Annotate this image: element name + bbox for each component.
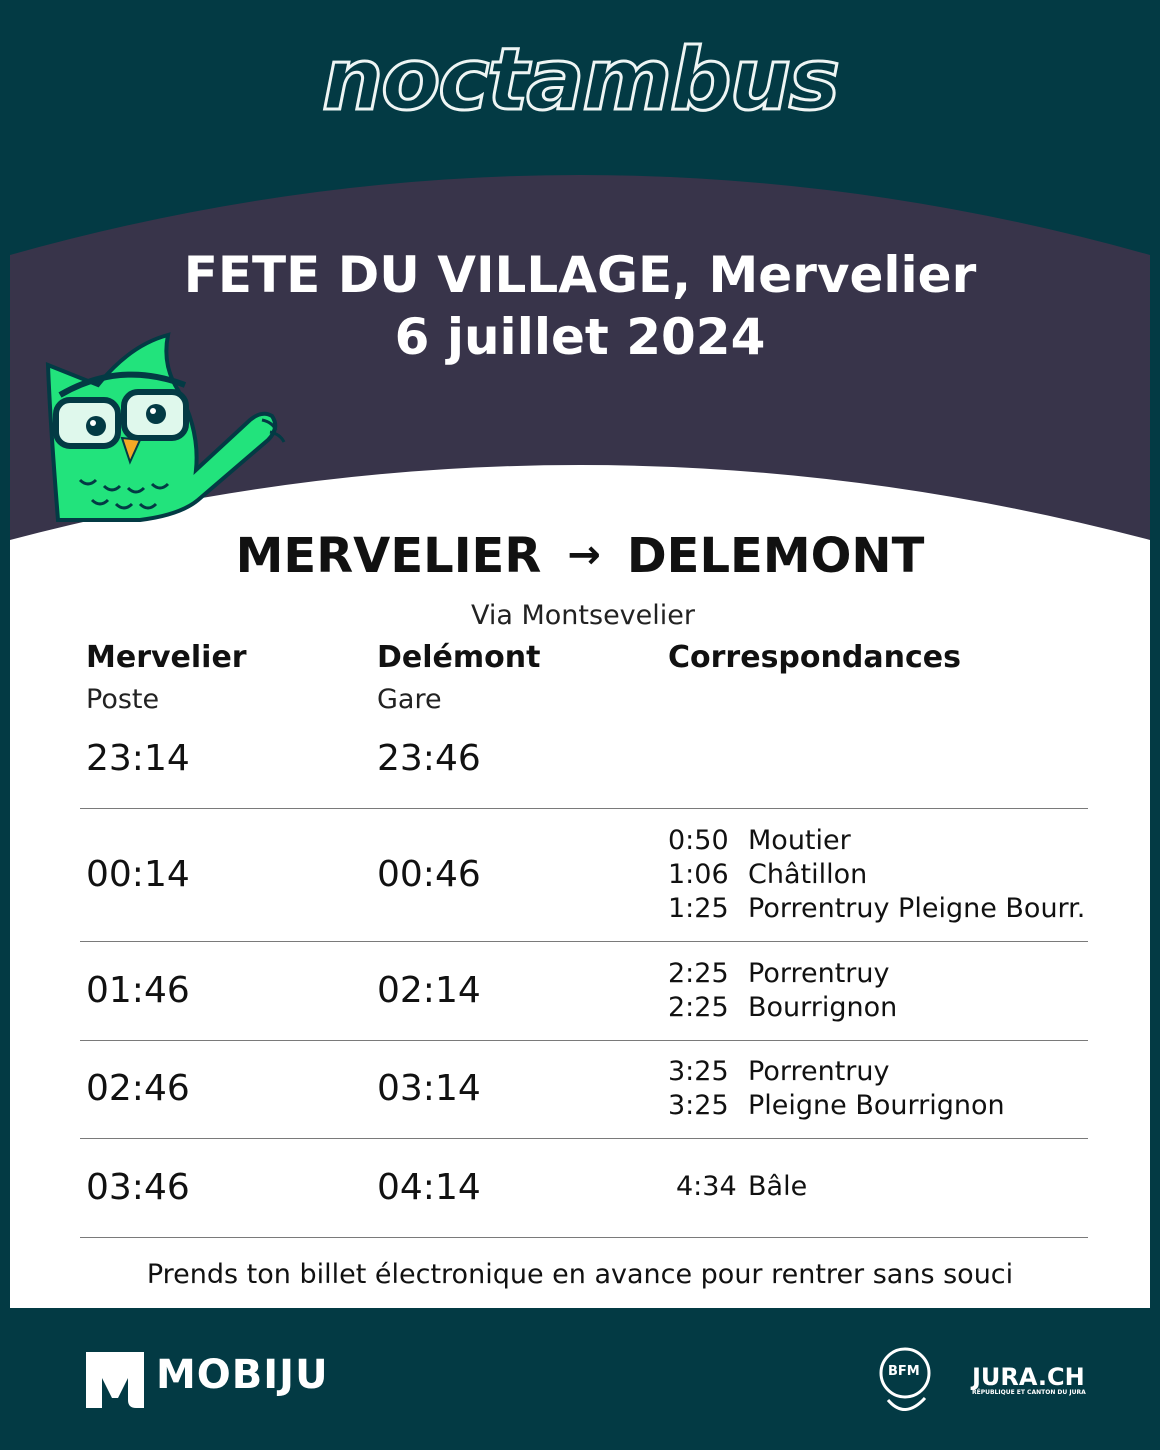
column-arrival-stop: Gare [377,684,442,715]
route-origin: MERVELIER [235,528,542,584]
row-divider [80,1138,1088,1139]
connection-dest: Porrentruy [748,1056,890,1087]
table-row-arrive: 04:14 [377,1167,481,1208]
column-departure-name: Mervelier [86,640,247,675]
connection-dest: Bâle [748,1171,808,1202]
table-row-depart: 23:14 [86,738,190,779]
route-heading [0,528,1160,584]
connection-list [668,957,897,1025]
connection-time: 0:50 [668,825,729,856]
event-title: FETE DU VILLAGE, Mervelier [183,246,977,304]
route-arrow: → [567,532,601,578]
bfm-logo-text: BFM [888,1364,920,1379]
noctambus-logo: noctambus [321,30,838,130]
table-row-depart: 01:46 [86,970,190,1011]
jura-logo-text: JURA.CH [972,1363,1085,1391]
connection-item [668,957,897,991]
connection-time: 3:25 [668,1056,729,1087]
table-row-arrive: 02:14 [377,970,481,1011]
route-via: Via Montsevelier [470,600,695,631]
connection-dest: Pleigne Bourrignon [748,1090,1005,1121]
connection-dest: Porrentruy Pleigne Bourr. [748,893,1086,924]
connection-time: 1:25 [668,893,729,924]
table-row-depart: 02:46 [86,1068,190,1109]
connection-item [668,1055,1005,1089]
table-row-depart: 03:46 [86,1167,190,1208]
route-destination: DELEMONT [626,528,925,584]
column-departure-stop: Poste [86,684,160,715]
connection-time: 3:25 [668,1090,729,1121]
column-arrival-name: Delémont [377,640,541,675]
connection-item [668,824,1085,858]
connection-list [668,1055,1005,1123]
row-divider [80,808,1088,809]
connection-time: 4:34 [676,1171,737,1202]
mobiju-logo-text: MOBIJU [156,1352,329,1398]
connection-item [668,1089,1005,1123]
connection-item [668,892,1085,926]
ticket-note: Prends ton billet électronique en avance pour rentrer sans souci [146,1259,1014,1290]
row-divider [80,1040,1088,1041]
event-date: 6 juillet 2024 [394,308,766,366]
row-divider [80,1237,1088,1238]
connection-item [676,1170,807,1204]
connection-time: 2:25 [668,958,729,989]
connection-time: 1:06 [668,859,729,890]
connection-list [668,824,1085,926]
connection-dest: Porrentruy [748,958,890,989]
connection-time: 2:25 [668,992,729,1023]
connection-dest: Bourrignon [748,992,898,1023]
table-row-arrive: 23:46 [377,738,481,779]
connection-item [668,991,897,1025]
connection-list [676,1170,807,1204]
bfm-logo-icon [881,1349,929,1410]
table-row-depart: 00:14 [86,854,190,895]
table-row-arrive: 00:46 [377,854,481,895]
jura-logo-subtitle: RÉPUBLIQUE ET CANTON DU JURA [972,1389,1086,1396]
column-connections-name: Correspondances [668,640,961,675]
connection-dest: Châtillon [748,859,868,890]
table-row-arrive: 03:14 [377,1068,481,1109]
connection-dest: Moutier [748,825,851,856]
connection-item [668,858,1085,892]
mobiju-m-icon [86,1352,144,1408]
row-divider [80,941,1088,942]
